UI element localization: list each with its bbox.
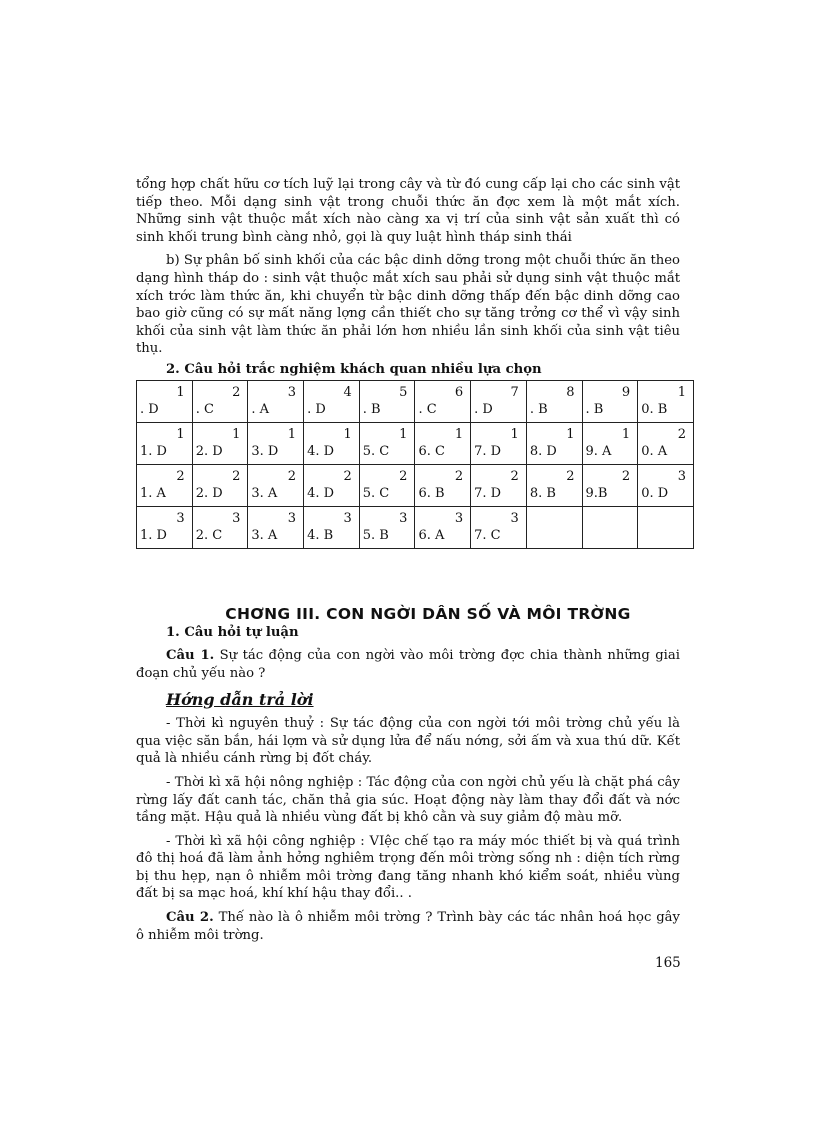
answer-cell bbox=[582, 506, 638, 548]
answer-cell bbox=[582, 464, 638, 506]
answer-letter-part: 4. D bbox=[307, 444, 335, 460]
answer-row bbox=[137, 506, 694, 548]
answer-number-part: 3 bbox=[677, 469, 686, 485]
answer-cell bbox=[415, 380, 471, 422]
answer-number-part: 3 bbox=[287, 511, 297, 527]
answer-letter-part: . C bbox=[195, 402, 214, 418]
answer-cell bbox=[471, 464, 527, 506]
answer-letter-part: 0. D bbox=[641, 486, 669, 502]
answer-letter-part: 0. A bbox=[641, 444, 668, 460]
answer-row bbox=[137, 422, 694, 464]
answer-letter-part: 5. C bbox=[362, 444, 390, 460]
question-2 bbox=[136, 909, 680, 944]
answer-letter-part: 3. D bbox=[251, 444, 279, 460]
answer-number-part: 2 bbox=[399, 469, 408, 485]
answer-number-part: 3 bbox=[343, 511, 352, 527]
answer-number-part: 1 bbox=[399, 427, 408, 443]
answer-paragraph-3: - Thời kì xã hội công nghiệp : VIệc chế tạo ra máy móc thiết bị và quá trình đô thị hoá đã làm ảnh hởng nghiêm trọng đến môi trờng sống nh : diện tích rừng bị thu hẹp, nạn ô nhiễm môi trờng đang tăng nhanh khó kiểm soát, nhiều vùng đất bị sa mạc hoá, khí khí hậu thay đổi.. . bbox=[136, 833, 680, 902]
answer-letter-part: 8. D bbox=[529, 444, 557, 460]
answer-letter-part: 6. A bbox=[418, 528, 445, 544]
answer-cell bbox=[192, 422, 248, 464]
answer-number-part: 1 bbox=[287, 427, 297, 443]
answer-number-part: 1 bbox=[566, 427, 575, 443]
answer-letter-part: . D bbox=[307, 402, 326, 418]
answer-number-part: 1 bbox=[677, 385, 686, 401]
answer-number-part: 3 bbox=[454, 511, 464, 527]
answer-letter-part: 9. A bbox=[585, 444, 612, 460]
answer-cell bbox=[526, 422, 582, 464]
intro-paragraph-2: b) Sự phân bố sinh khối của các bậc dinh dỡng trong một chuỗi thức ăn theo dạng hình tháp do : sinh vật thuộc mắt xích sau phải sử dụng sinh vật thuộc mắt xích trớc làm thức ăn, khi chuyển từ bậc dinh dỡng thấp đến bậc dinh dỡng cao bao giờ cũng có sự mất năng lợng cần thiết cho sự tăng trởng cơ thể vì vậy sinh khối của sinh vật làm thức ăn phải lớn hơn nhiều lần sinh khối của sinh vật tiêu thụ. bbox=[136, 253, 680, 357]
answer-cell bbox=[415, 506, 471, 548]
answer-number-part: 2 bbox=[287, 469, 297, 485]
answer-letter-part: 2. C bbox=[195, 528, 223, 544]
answer-number-part: 5 bbox=[399, 385, 408, 401]
question-1-label: Câu 1. bbox=[166, 647, 215, 663]
answer-letter-part: 3. A bbox=[251, 486, 278, 502]
answer-cell bbox=[582, 422, 638, 464]
answer-number-part: 1 bbox=[510, 427, 519, 443]
answer-number-part: 3 bbox=[176, 511, 185, 527]
answer-cell bbox=[582, 380, 638, 422]
answer-letter-part: 5. B bbox=[362, 528, 389, 544]
answer-cell bbox=[248, 506, 304, 548]
answer-number-part: 3 bbox=[510, 511, 519, 527]
answer-cell bbox=[526, 380, 582, 422]
answer-cell bbox=[471, 506, 527, 548]
answer-letter-part: 7. C bbox=[474, 528, 501, 544]
answer-number-part: 2 bbox=[510, 469, 519, 485]
answer-letter-part: 4. D bbox=[307, 486, 335, 502]
answer-letter-part: 9.B bbox=[585, 486, 608, 502]
question-1 bbox=[136, 647, 680, 682]
answer-row bbox=[137, 464, 694, 506]
answer-cell bbox=[137, 422, 193, 464]
answer-cell bbox=[638, 422, 694, 464]
answer-letter-part: 4. B bbox=[307, 528, 334, 544]
answer-letter-part: 1. A bbox=[140, 486, 166, 502]
answer-number-part: 2 bbox=[621, 469, 631, 485]
answer-paragraph-1: - Thời kì nguyên thuỷ : Sự tác động của con ngời tới môi trờng chủ yếu là qua việc săn bắn, hái lợm và sử dụng lửa để nấu nớng, sởi ấm và xua thú dữ. Kết quả là nhiều cánh rừng bị đốt cháy. bbox=[136, 716, 680, 767]
answer-letter-part: 5. C bbox=[362, 486, 390, 502]
answer-number-part: 1 bbox=[621, 427, 631, 443]
answer-cell bbox=[359, 380, 415, 422]
answer-cell bbox=[304, 422, 360, 464]
answer-number-part: 7 bbox=[510, 385, 519, 401]
question-2-text: Thế nào là ô nhiễm môi trờng ? Trình bày các tác nhân hoá học gây ô nhiễm môi trờng. bbox=[136, 910, 680, 943]
answer-number-part: 1 bbox=[176, 385, 185, 401]
answer-letter-part: 3. A bbox=[251, 528, 278, 544]
answer-cell bbox=[415, 422, 471, 464]
answer-letter-part: . D bbox=[140, 402, 159, 418]
answer-letter-part: 0. B bbox=[641, 402, 668, 418]
page-number: 165 bbox=[655, 955, 681, 971]
answer-cell bbox=[304, 464, 360, 506]
answer-letter-part: . B bbox=[585, 402, 604, 418]
answer-cell bbox=[192, 464, 248, 506]
answer-paragraph-2: - Thời kì xã hội nông nghiệp : Tác động của con ngời chủ yếu là chặt phá cây rừng lấy đất canh tác, chăn thả gia súc. Hoạt động này làm thay đổi đất và nớc tầng mặt. Hậu quả là nhiều vùng đất bị khô cằn và suy giảm độ màu mỡ. bbox=[136, 774, 680, 826]
answer-number-part: 2 bbox=[677, 427, 686, 443]
question-2-label: Câu 2. bbox=[166, 910, 214, 926]
answer-letter-part: . B bbox=[529, 402, 548, 418]
answer-number-part: 4 bbox=[343, 385, 352, 401]
answer-number-part: 8 bbox=[566, 385, 575, 401]
answer-number-part: 9 bbox=[621, 385, 631, 401]
answer-number-part: 2 bbox=[232, 469, 241, 485]
answer-cell bbox=[137, 506, 193, 548]
guide-title: Hớng dẫn trả lời bbox=[166, 690, 314, 710]
answer-cell bbox=[359, 506, 415, 548]
intro-paragraph-1: tổng hợp chất hữu cơ tích luỹ lại trong cây và từ đó cung cấp lại cho các sinh vật tiếp theo. Mỗi dạng sinh vật trong chuỗi thức ăn đợc xem là một mắt xích. Những sinh vật thuộc mắt xích nào càng xa vị trí của sinh vật sản xuất thì có sinh khối trung bình càng nhỏ, gọi là quy luật hình tháp sinh thái bbox=[136, 177, 680, 245]
answer-cell bbox=[359, 464, 415, 506]
answer-cell bbox=[248, 464, 304, 506]
answer-number-part: 3 bbox=[399, 511, 408, 527]
answer-letter-part: 7. D bbox=[474, 444, 502, 460]
section2-title: 2. Câu hỏi trắc nghiệm khách quan nhiều lựa chọn bbox=[166, 361, 542, 377]
answer-cell bbox=[359, 422, 415, 464]
chapter-title: CHƠNG III. CON NGỜI DÂN SỐ VÀ MÔI TRỜNG bbox=[225, 604, 631, 623]
answer-cell bbox=[137, 380, 193, 422]
answer-letter-part: 7. D bbox=[474, 486, 502, 502]
answer-cell bbox=[415, 464, 471, 506]
answer-cell bbox=[526, 506, 582, 548]
answer-cell bbox=[304, 506, 360, 548]
answer-table bbox=[136, 380, 694, 549]
answer-letter-part: 1. D bbox=[140, 444, 167, 460]
answer-number-part: 2 bbox=[343, 469, 352, 485]
answer-cell bbox=[248, 422, 304, 464]
answer-number-part: 1 bbox=[176, 427, 185, 443]
answer-letter-part: 6. B bbox=[418, 486, 445, 502]
answer-number-part: 6 bbox=[454, 385, 464, 401]
answer-number-part: 2 bbox=[232, 385, 241, 401]
answer-cell bbox=[638, 506, 694, 548]
answer-number-part: 2 bbox=[566, 469, 575, 485]
answer-letter-part: . B bbox=[362, 402, 381, 418]
answer-number-part: 2 bbox=[176, 469, 185, 485]
answer-letter-part: 2. D bbox=[195, 444, 223, 460]
answer-letter-part: 1. D bbox=[140, 528, 167, 544]
answer-number-part: 2 bbox=[454, 469, 464, 485]
page-content bbox=[136, 176, 686, 944]
answer-number-part: 3 bbox=[232, 511, 241, 527]
question-1-text: Sự tác động của con ngời vào môi trờng đợc chia thành những giai đoạn chủ yếu nào ? bbox=[136, 647, 680, 681]
answer-cell bbox=[471, 422, 527, 464]
answer-letter-part: . A bbox=[251, 402, 270, 418]
answer-cell bbox=[137, 464, 193, 506]
answer-cell bbox=[638, 380, 694, 422]
answer-number-part: 1 bbox=[454, 427, 464, 443]
answer-row bbox=[137, 380, 694, 422]
answer-cell bbox=[638, 464, 694, 506]
answer-cell bbox=[304, 380, 360, 422]
answer-letter-part: 6. C bbox=[418, 444, 445, 460]
answer-number-part: 1 bbox=[232, 427, 241, 443]
answer-cell bbox=[192, 506, 248, 548]
answer-letter-part: . D bbox=[474, 402, 493, 418]
answer-letter-part: 8. B bbox=[529, 486, 556, 502]
answer-cell bbox=[192, 380, 248, 422]
answer-letter-part: 2. D bbox=[195, 486, 223, 502]
answer-cell bbox=[471, 380, 527, 422]
answer-cell bbox=[248, 380, 304, 422]
answer-letter-part: . C bbox=[418, 402, 437, 418]
answer-number-part: 1 bbox=[343, 427, 352, 443]
section1-title: 1. Câu hỏi tự luận bbox=[166, 624, 299, 640]
answer-number-part: 3 bbox=[287, 385, 297, 401]
answer-cell bbox=[526, 464, 582, 506]
